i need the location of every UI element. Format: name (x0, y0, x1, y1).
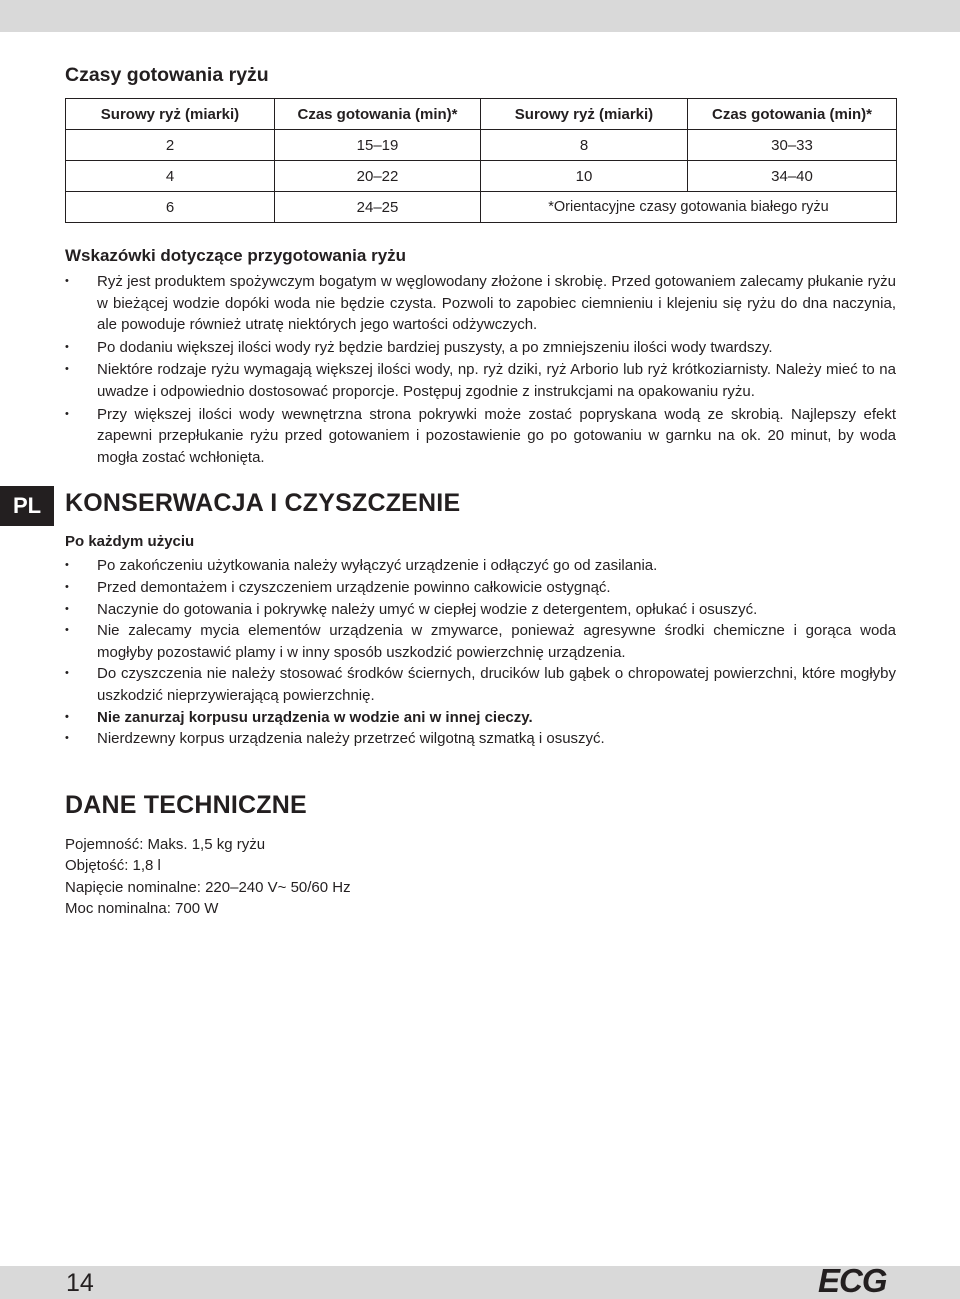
technical-data-title: DANE TECHNICZNE (65, 790, 307, 819)
table-header-row (66, 99, 897, 130)
table-cell: 2 (66, 130, 275, 161)
rice-times-title: Czasy gotowania ryżu (65, 64, 269, 86)
spec-voltage: Napięcie nominalne: 220–240 V~ 50/60 Hz (65, 878, 351, 896)
list-item: • Po zakończeniu użytkowania należy wyłączyć urządzenie i odłączyć go od zasilania. (65, 555, 896, 577)
spec-capacity: Pojemność: Maks. 1,5 kg ryżu (65, 835, 266, 853)
list-item: • Nie zalecamy mycia elementów urządzenia w zmywarce, ponieważ agresywne środki chemiczne i gorąca woda mogłyby pozostawić plamy i w inny sposób uszkodzić powierzchnię urządzenia. (65, 620, 896, 663)
technical-specs (65, 834, 896, 920)
table-header-cell: Surowy ryż (miarki) (66, 99, 275, 130)
table-cell: 4 (66, 161, 275, 192)
spec-power: Moc nominalna: 700 W (65, 900, 219, 918)
page-content (65, 62, 896, 920)
table-header-cell: Czas gotowania (min)* (275, 99, 481, 130)
top-bar (0, 0, 960, 32)
maintenance-title: KONSERWACJA I CZYSZCZENIE (65, 489, 461, 518)
list-item: • Przy większej ilości wody wewnętrzna strona pokrywki może zostać popryskana wodą ze skrobią. Najlepszy efekt zapewni przepłukanie ryżu przed gotowaniem i pozostawienie go po gotowaniu w garnku na ok. 20 minut, by woda mogła zostać wchłonięta. (65, 404, 896, 469)
list-item: • Nierdzewny korpus urządzenia należy przetrzeć wilgotną szmatką i osuszyć. (65, 728, 896, 750)
table-cell: 20–22 (275, 161, 481, 192)
table-cell: 24–25 (275, 192, 481, 223)
page-number: 14 (66, 1269, 94, 1297)
table-header-cell: Czas gotowania (min)* (688, 99, 897, 130)
bottom-bar (0, 1266, 960, 1299)
tips-title: Wskazówki dotyczące przygotowania ryżu (65, 246, 407, 265)
table-cell: 8 (481, 130, 688, 161)
spec-volume: Objętość: 1,8 l (65, 857, 161, 875)
table-cell: 15–19 (275, 130, 481, 161)
maintenance-list (65, 555, 896, 749)
table-cell: 30–33 (688, 130, 897, 161)
rice-times-table (65, 98, 897, 223)
maintenance-subtitle: Po każdym użyciu (65, 533, 195, 551)
table-row (66, 161, 897, 192)
table-cell: 6 (66, 192, 275, 223)
table-header-cell: Surowy ryż (miarki) (481, 99, 688, 130)
list-item: • Ryż jest produktem spożywczym bogatym w węglowodany złożone i skrobię. Przed gotowaniem zalecamy płukanie ryżu w bieżącej wodzie dopóki woda nie będzie czysta. Pozwoli to zapobiec ciemnieniu i klejeniu się ryżu do dna naczynia, ale powoduje również utratę niektórych jego wartości odżywczych. (65, 271, 896, 336)
table-cell: 34–40 (688, 161, 897, 192)
table-row (66, 192, 897, 223)
list-item: • Niektóre rodzaje ryżu wymagają większej ilości wody, np. ryż dziki, ryż Arborio lub ryż krótkoziarnisty. Należy mieć to na uwadze i odpowiednio dostosować proporcje. Postępuj zgodnie z instrukcjami na opakowaniu ryżu. (65, 359, 896, 402)
table-cell: 10 (481, 161, 688, 192)
list-item: • Przed demontażem i czyszczeniem urządzenie powinno całkowicie ostygnąć. (65, 577, 896, 599)
list-item: • Naczynie do gotowania i pokrywkę należy umyć w ciepłej wodzie z detergentem, opłukać i osuszyć. (65, 599, 896, 621)
language-tab: PL (0, 486, 54, 526)
list-item: • Do czyszczenia nie należy stosować środków ściernych, drucików lub gąbek o chropowatej powierzchni, które mogłyby uszkodzić nieprzywierającą powierzchnię. (65, 663, 896, 706)
warning-list-item: • Nie zanurzaj korpusu urządzenia w wodzie ani w innej cieczy. (65, 707, 896, 729)
table-row (66, 130, 897, 161)
ecg-logo: ECG (818, 1262, 887, 1299)
tips-list (65, 271, 896, 468)
list-item: • Po dodaniu większej ilości wody ryż będzie bardziej puszysty, a po zmniejszeniu ilości wody twardszy. (65, 337, 896, 359)
cooking-times-note: *Orientacyjne czasy gotowania białego ryżu (481, 192, 897, 223)
